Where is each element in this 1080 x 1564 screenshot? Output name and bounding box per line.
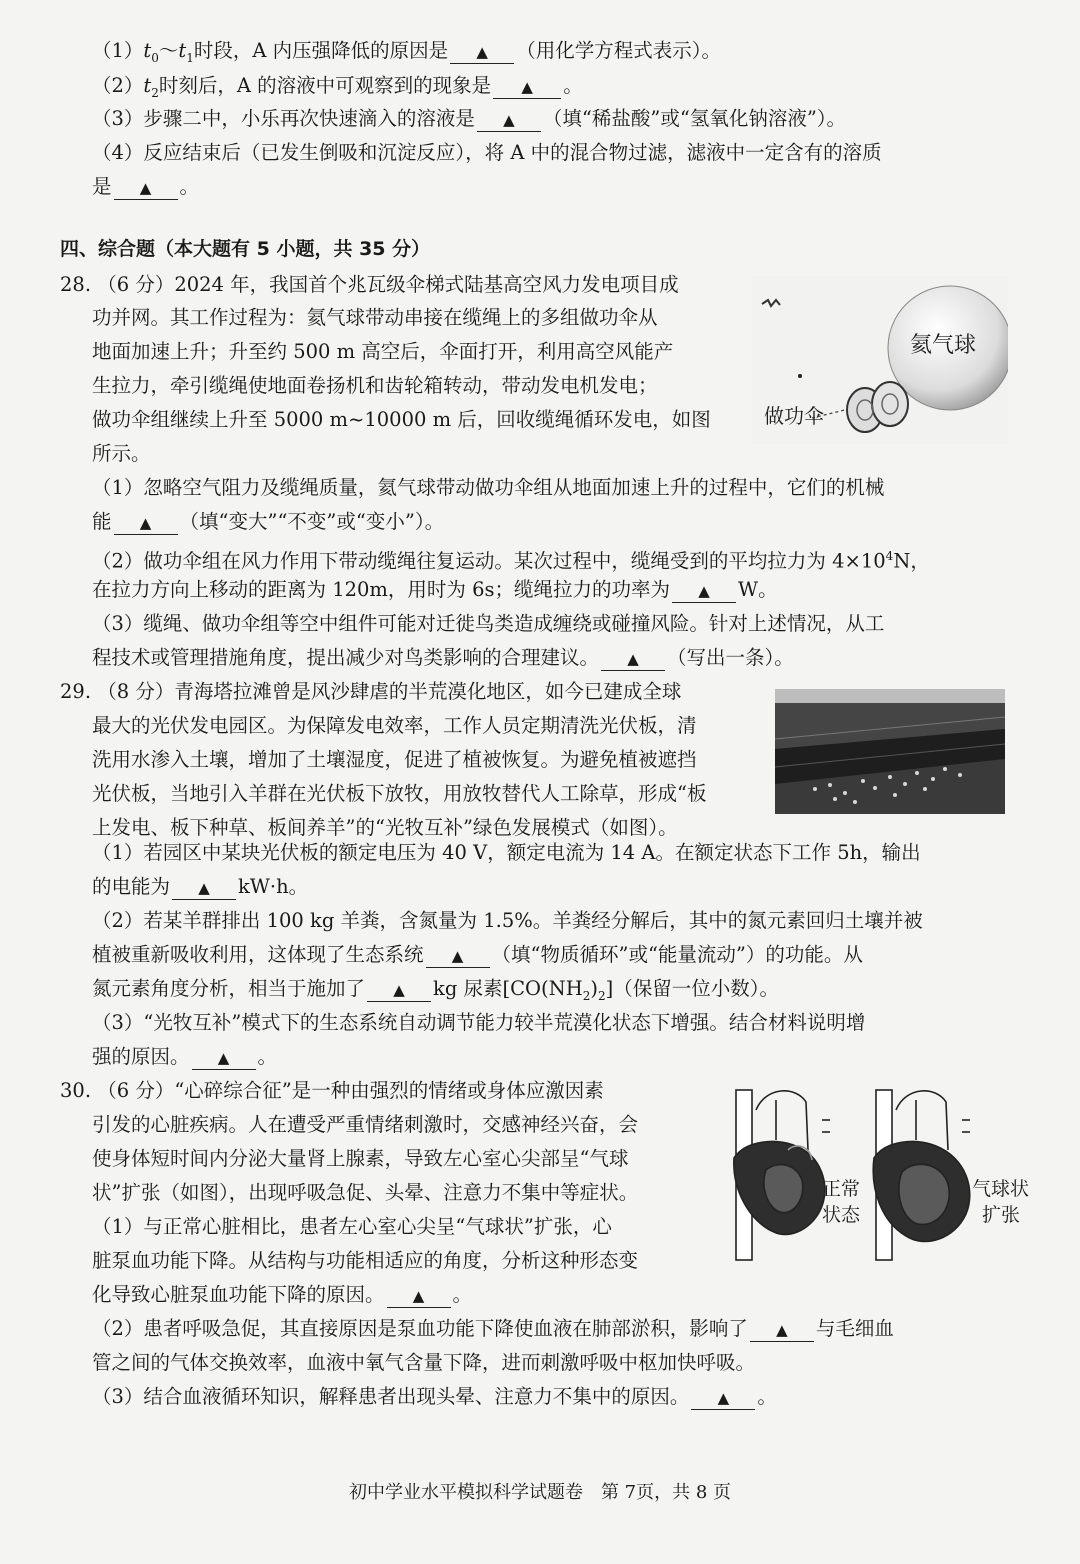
- q29-sub1-cont: 的电能为 ▲ kW·h。: [92, 875, 309, 898]
- q28-sub2-cont: 在拉力方向上移动的距离为 120m，用时为 6s；缆绳拉力的功率为 ▲ W。: [92, 578, 778, 601]
- q28-sub1: （1）忽略空气阻力及缆绳质量，氦气球带动做功伞组从地面加速上升的过程中，它们的机械: [92, 476, 885, 499]
- q29-sub1: （1）若园区中某块光伏板的额定电压为 40 V，额定电流为 14 A。在额定状态下工作 5h，输出: [92, 841, 921, 864]
- answer-blank[interactable]: ▲: [114, 511, 178, 535]
- heart-figure: [726, 1080, 1046, 1268]
- answer-blank[interactable]: ▲: [691, 1386, 755, 1410]
- q27-sub3: （3）步骤二中，小乐再次快速滴入的溶液是 ▲ （填“稀盐酸”或“氢氧化钠溶液”）。: [92, 107, 847, 130]
- q27-sub4: （4）反应结束后（已发生倒吸和沉淀反应），将 A 中的混合物过滤，滤液中一定含有的溶质: [92, 141, 882, 164]
- q29-sub2-cont: 植被重新吸收利用，这体现了生态系统 ▲ （填“物质循环”或“能量流动”）的功能。从: [92, 943, 863, 966]
- q30-sub1-cont2: 化导致心脏泵血功能下降的原因。 ▲ 。: [92, 1283, 473, 1306]
- q28-sub2: （2）做功伞组在风力作用下带动缆绳往复运动。某次过程中，缆绳受到的平均拉力为 $4\times 10^4N$，: [92, 549, 930, 573]
- q30-sub2-cont: 管之间的气体交换效率，血液中氧气含量下降，进而刺激呼吸中枢加快呼吸。: [92, 1351, 756, 1374]
- q28-stem-2: 功并网。其工作过程为：氦气球带动串接在缆绳上的多组做功伞从: [92, 306, 658, 329]
- answer-blank[interactable]: ▲: [172, 876, 236, 900]
- q28-stem-4: 生拉力，牵引缆绳使地面卷扬机和齿轮箱转动，带动发电机发电；: [92, 374, 658, 397]
- q29-stem-4: 光伏板，当地引入羊群在光伏板下放牧，用放牧替代人工除草，形成“板: [92, 782, 707, 805]
- answer-blank[interactable]: ▲: [450, 40, 514, 64]
- q28-stem-1: 28. （6 分）2024 年，我国首个兆瓦级伞梯式陆基高空风力发电项目成: [60, 273, 679, 296]
- heart-normal: [734, 1090, 830, 1260]
- solar-panel-photo: [775, 689, 1005, 814]
- answer-blank[interactable]: ▲: [672, 579, 736, 603]
- q29-stem-3: 洗用水渗入土壤，增加了土壤湿度，促进了植被恢复。为避免植被遮挡: [92, 748, 697, 771]
- fig-label-balloon-1: 气球状: [972, 1178, 1030, 1200]
- q28-sub3-cont: 程技术或管理措施角度，提出减少对鸟类影响的合理建议。 ▲ （写出一条）。: [92, 646, 794, 669]
- section-heading: 四、综合题（本大题有 5 小题，共 35 分）: [60, 238, 431, 260]
- q29-stem-1: 29. （8 分）青海塔拉滩曾是风沙肆虐的半荒漠化地区，如今已建成全球: [60, 680, 682, 703]
- q27-sub1: $(1)t_0\sim t_1$时段，A 内压强降低的原因是 ▲ （用化学方程式表示）。: [92, 39, 721, 65]
- q28-stem-3: 地面加速上升；升至约 500 m 高空后，伞面打开，利用高空风能产: [92, 340, 674, 363]
- q29-stem-5: 上发电、板下种草、板间养羊”的“光牧互补”绿色发展模式（如图）。: [92, 816, 678, 839]
- q30-stem-3: 使身体短时间内分泌大量肾上腺素，导致左心室心尖部呈“气球: [92, 1147, 629, 1170]
- q30-stem-1: 30. （6 分）“心碎综合征”是一种由强烈的情绪或身体应激因素: [60, 1079, 604, 1102]
- answer-blank[interactable]: ▲: [367, 978, 431, 1002]
- solar-photo: [775, 689, 1005, 814]
- q30-sub2: （2）患者呼吸急促，其直接原因是泵血功能下降使血液在肺部淤积，影响了 ▲ 与毛细血: [92, 1317, 894, 1340]
- fig-label-balloon-2: 扩张: [982, 1204, 1021, 1226]
- page-footer: 初中学业水平模拟科学试题卷 第 7页，共 8 页: [348, 1482, 732, 1503]
- q30-sub3: （3）结合血液循环知识，解释患者出现头晕、注意力不集中的原因。 ▲ 。: [92, 1385, 777, 1408]
- q27-sub4-cont: 是 ▲ 。: [92, 175, 200, 198]
- heart-balloon: [873, 1090, 970, 1260]
- q29-sub3: （3）“光牧互补”模式下的生态系统自动调节能力较半荒漠化状态下增强。结合材料说明增: [92, 1011, 866, 1034]
- q28-sub3: （3）缆绳、做功伞组等空中组件可能对迁徙鸟类造成缠绕或碰撞风险。针对上述情况，从工: [92, 612, 885, 635]
- fig-label-normal-1: 正常: [822, 1178, 861, 1200]
- fig-label-balloon: 氦气球: [910, 333, 977, 358]
- answer-blank[interactable]: ▲: [426, 944, 490, 968]
- q29-sub3-cont: 强的原因。 ▲ 。: [92, 1045, 278, 1068]
- answer-blank[interactable]: ▲: [750, 1318, 814, 1342]
- fig-label-normal-2: 状态: [822, 1204, 861, 1226]
- q29-sub2-cont2: 氮元素角度分析，相当于施加了 ▲ kg 尿素$[CO(NH_2)_2]$（保留一位小数）。: [92, 977, 779, 1003]
- answer-blank[interactable]: ▲: [477, 108, 541, 132]
- answer-blank[interactable]: ▲: [387, 1284, 451, 1308]
- q30-sub1-cont: 脏泵血功能下降。从结构与功能相适应的角度，分析这种形态变: [92, 1249, 639, 1272]
- fig-label-parachute: 做功伞: [764, 404, 824, 428]
- answer-blank[interactable]: ▲: [192, 1046, 256, 1070]
- parachute-disc: [872, 382, 908, 426]
- answer-blank[interactable]: ▲: [601, 647, 665, 671]
- q28-sub1-cont: 能 ▲ （填“变大”“不变”或“变小”）。: [92, 510, 445, 533]
- q30-sub1: （1）与正常心脏相比，患者左心室心尖呈“气球状”扩张，心: [92, 1215, 612, 1238]
- q28-stem-5: 做功伞组继续上升至 5000 m~10000 m 后，回收缆绳循环发电，如图: [92, 408, 711, 431]
- q29-stem-2: 最大的光伏发电园区。为保障发电效率，工作人员定期清洗光伏板，清: [92, 714, 697, 737]
- balloon-figure: [752, 276, 1008, 444]
- q28-stem-6: 所示。: [92, 442, 151, 465]
- q27-sub2: $(2)t_2$时刻后，A 的溶液中可观察到的现象是 ▲ 。: [92, 74, 583, 100]
- q30-stem-4: 状”扩张（如图），出现呼吸急促、头晕、注意力不集中等症状。: [92, 1181, 639, 1204]
- q29-sub2: （2）若某羊群排出 100 kg 羊粪，含氮量为 1.5%。羊粪经分解后，其中的氮元素回归土壤并被: [92, 909, 923, 932]
- q30-stem-2: 引发的心脏疾病。人在遭受严重情绪刺激时，交感神经兴奋，会: [92, 1113, 639, 1136]
- answer-blank[interactable]: ▲: [114, 176, 178, 200]
- answer-blank[interactable]: ▲: [493, 75, 561, 99]
